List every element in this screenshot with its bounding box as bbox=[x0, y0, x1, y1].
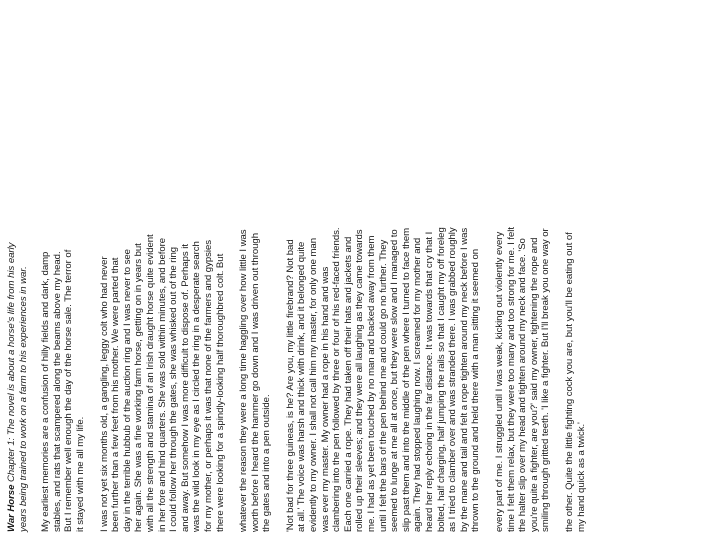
text-line: seemed to lunge at me all at once, but they were slow and I managed to bbox=[389, 229, 401, 532]
text-line: I was not yet six months old, a gangling, leggy colt who had never bbox=[98, 256, 110, 532]
text-line: My earliest memories are a confusion of hilly fields and dark, damp bbox=[40, 251, 52, 532]
text-line: bolted, half charging, half jumping the rails so that I caught my off foreleg bbox=[435, 227, 447, 532]
text-line: the gates and into a pen outside. bbox=[261, 394, 273, 532]
text-line: Each one carried a rope. They had taken off their hats and jackets and bbox=[342, 236, 354, 532]
text-line: my hand quick as a twick.' bbox=[575, 422, 587, 532]
paragraph bbox=[40, 8, 86, 532]
paragraph bbox=[564, 8, 587, 532]
text-line: smiling through gritted teeth. 'I like a fighter. But I'll break you one way or bbox=[540, 228, 552, 532]
text-line: her again. She was a fine working farm horse, getting on in years but bbox=[133, 243, 145, 532]
text-line: evidently to my owner. I shall not call him my master, for only one man bbox=[308, 238, 320, 532]
text-line: and away. But somehow I was more difficult to dispose of. Perhaps it bbox=[179, 244, 191, 532]
text-line: whatever the reason they were a long time haggling over how little I was bbox=[238, 229, 250, 532]
text-line: was ever my master. My owner had a rope in his hand and was bbox=[319, 266, 331, 532]
text-line: as I tried to clamber over and was stranded there. I was grabbed roughly bbox=[447, 227, 459, 532]
text-line: 'Not bad for three guineas, is he? Are you, my little firebrand? Not bad bbox=[284, 239, 296, 532]
text-line: again. They had stopped laughing now. I screamed for my mother and bbox=[412, 237, 424, 532]
text-line: it stayed with me all my life. bbox=[74, 416, 86, 532]
text-line: stables, and rats that scampered along the beams above my head. bbox=[51, 251, 63, 532]
paragraph bbox=[494, 8, 552, 532]
text-line: at all.' The voice was harsh and thick with drink, and it belonged quite bbox=[296, 241, 308, 532]
text-line: day in the terrible hubbub of the auction ring and I was never to see bbox=[121, 249, 133, 532]
text-line: every part of me. I struggled until I was weak, kicking out violently every bbox=[493, 231, 505, 532]
intro-text: years being trained to work on a farm to his experiences in war. bbox=[17, 266, 29, 532]
text-line: in her fore and hind quarters. She was sold within minutes, and before bbox=[156, 237, 168, 532]
text-line: me. I had as yet been touched by no man and backed away from them bbox=[366, 235, 378, 532]
text-line: clambering into the pen followed by three or four of his red-faced friends. bbox=[331, 227, 343, 532]
text-line: by the mane and tail and felt a rope tighten around my neck before I was bbox=[458, 227, 470, 532]
text-line: slip past them and into the middle of the pen where I turned to face them bbox=[400, 227, 412, 532]
paragraph bbox=[285, 8, 482, 532]
text-line: thrown to the ground and held there with a man sitting it seemed on bbox=[470, 248, 482, 532]
text-line: was the wild look in my eye as I circled the ring in a desperate search bbox=[191, 241, 203, 532]
paragraph bbox=[99, 8, 227, 532]
text-line: time I felt them relax, but they were too many and too strong for me. I felt bbox=[505, 227, 517, 532]
intro-text: Chapter 1: The novel is about a horse's life from his early bbox=[6, 242, 17, 485]
text-line: there were looking for a spindly-looking half thoroughbred colt. But bbox=[214, 253, 226, 532]
text-line: rolled up their sleeves; and they were all laughing as they came towards bbox=[354, 229, 366, 532]
intro-line bbox=[6, 8, 18, 532]
intro-block bbox=[6, 8, 29, 532]
text-line: the halter slip over my head and tighten around my neck and face. 'So bbox=[517, 238, 529, 532]
intro-line bbox=[18, 8, 30, 532]
text-line: been further than a few feet from his mother. We were parted that bbox=[110, 257, 122, 532]
text-line: the other. Quite the little fighting cock you are, but you'll be eating out of bbox=[563, 232, 575, 532]
text-line: for my mother, or perhaps it was that none of the farmers and gypsies bbox=[202, 240, 214, 532]
text-line: I could follow her through the gates, she was whisked out of the ring bbox=[168, 246, 180, 532]
text-line: worth before I heard the hammer go down and I was driven out through bbox=[249, 233, 261, 532]
text-line: until I felt the bars of the pen behind me and could go no further. They bbox=[377, 239, 389, 532]
document-title: War Horse bbox=[6, 484, 17, 532]
text-line: heard her reply echoing in the far distance. It was towards that cry that I bbox=[424, 231, 435, 532]
paragraph bbox=[238, 8, 273, 532]
text-line: you're quite a fighter, are you?' said my owner, tightening the rope and bbox=[528, 237, 540, 532]
text-line: But I remember well enough the day of the horse sale. The terror of bbox=[63, 249, 75, 532]
text-line: with all the strength and stamina of an Irish draught horse quite evident bbox=[144, 234, 156, 532]
